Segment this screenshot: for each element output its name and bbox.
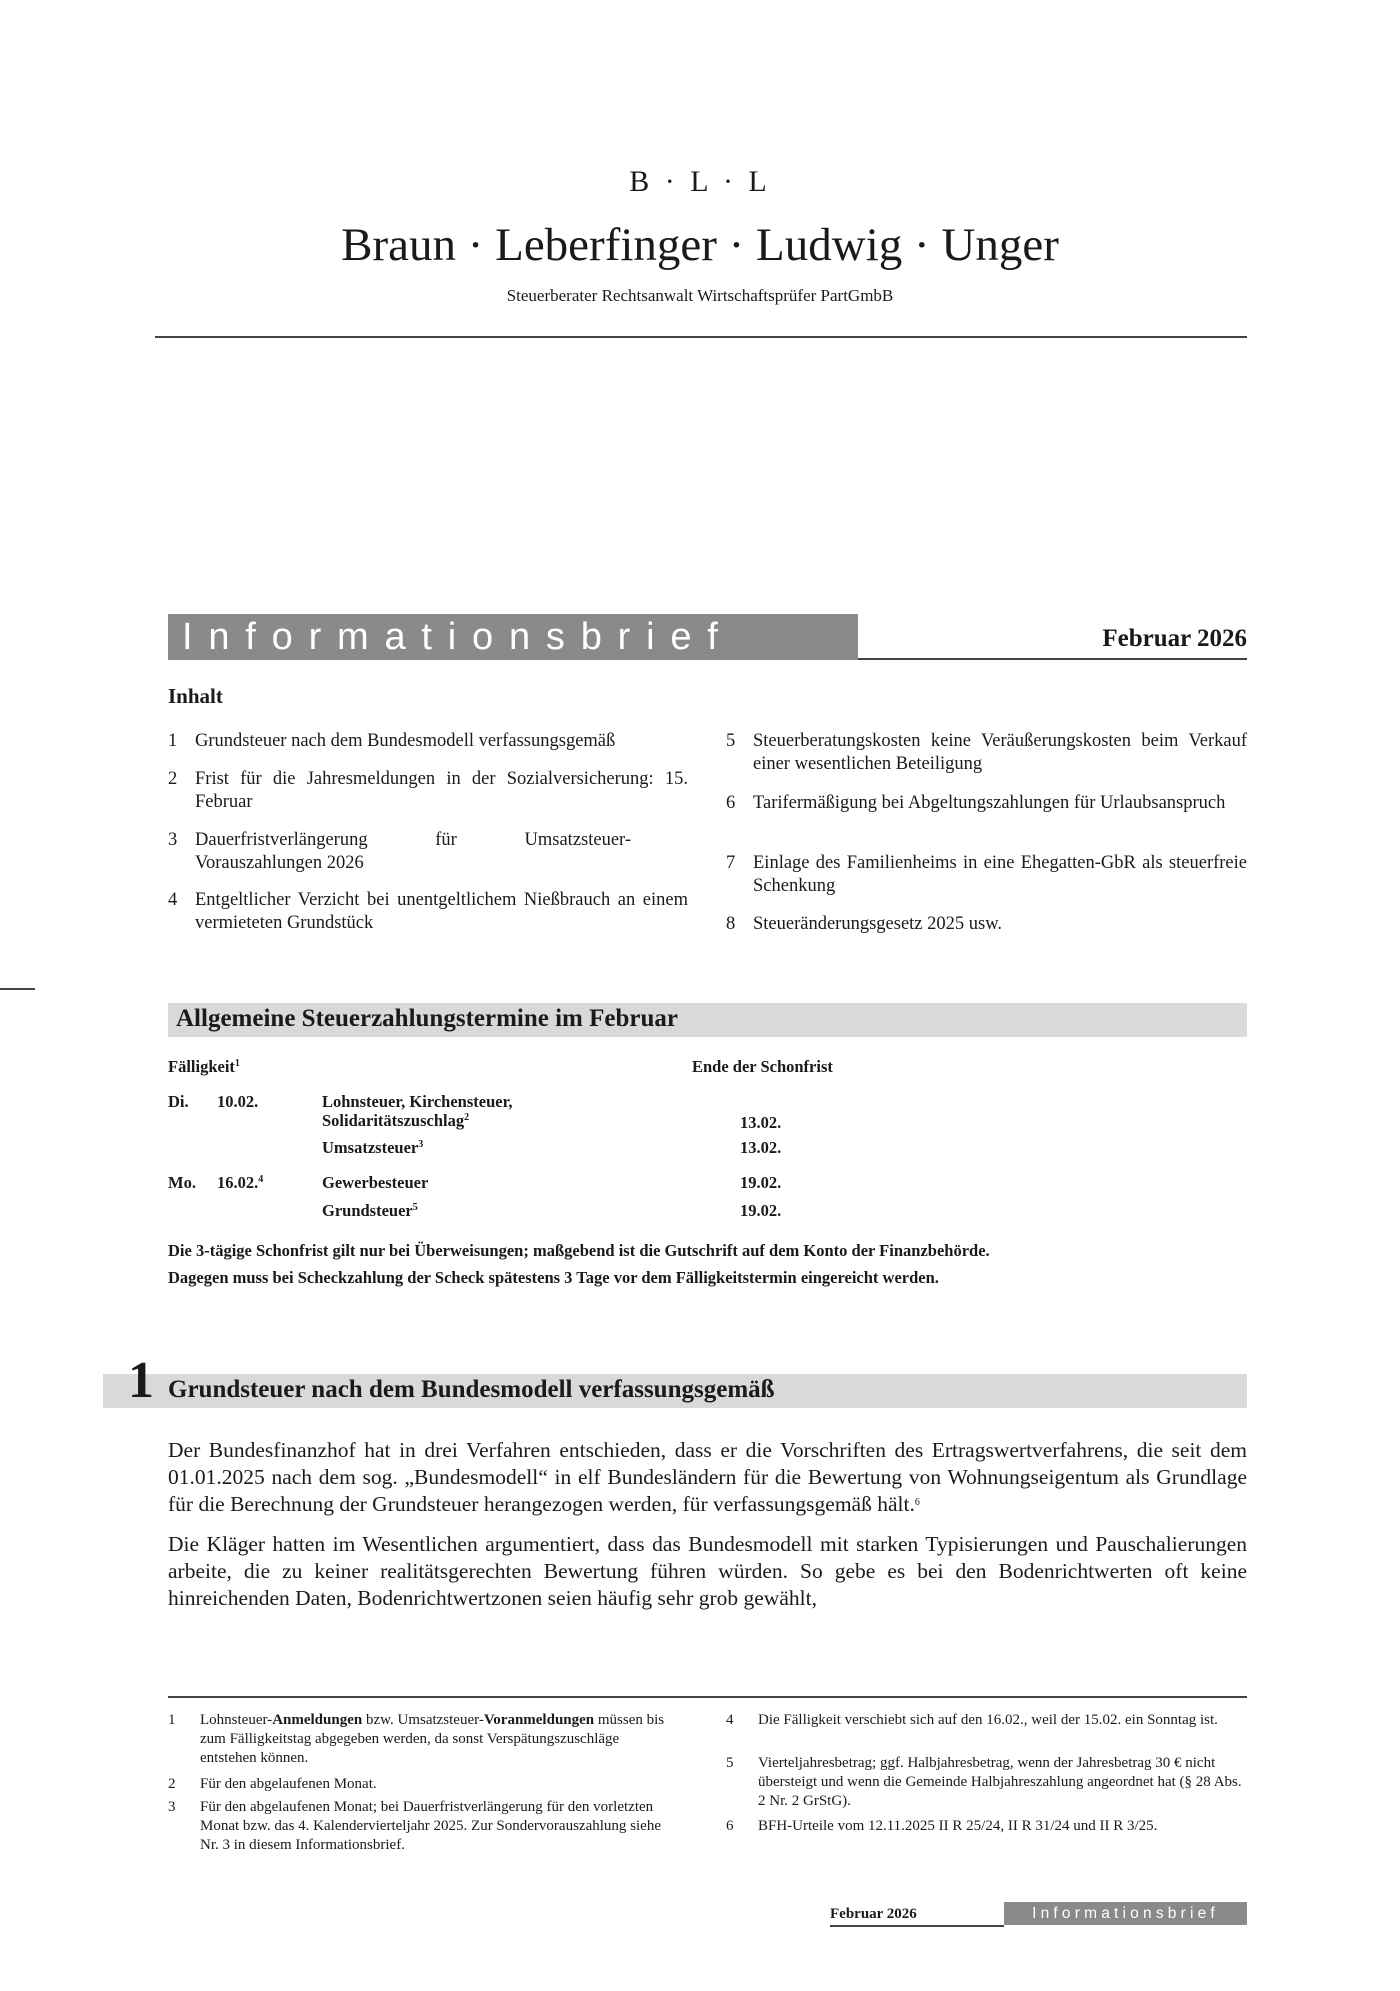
- tax-row-grace: 19.02.: [740, 1173, 782, 1192]
- article-number: 1: [128, 1352, 154, 1409]
- contents-item-number: 6: [726, 793, 736, 813]
- tax-row-grace: 13.02.: [740, 1138, 782, 1157]
- tax-row-tax: Gewerbesteuer: [322, 1173, 429, 1192]
- footer-rule: [830, 1925, 1004, 1927]
- tax-row-tax: Lohnsteuer, Kirchensteuer,: [322, 1092, 513, 1111]
- tax-row-weekday: Di.: [168, 1092, 189, 1111]
- tax-row-date: 16.02.$^4$: [217, 1173, 264, 1192]
- contents-item-number: 8: [726, 914, 736, 934]
- due-date-column-header: Fälligkeit$^1$: [168, 1057, 240, 1076]
- cheque-note: Dagegen muss bei Scheckzahlung der Scheck spätestens 3 Tage vor dem Fälligkeitstermin eingereicht werden.: [168, 1268, 939, 1287]
- contents-item-number: 7: [726, 853, 736, 873]
- tax-row-tax: Grundsteuer$^5$: [322, 1201, 418, 1220]
- tax-dates-heading: Allgemeine Steuerzahlungstermine im Februar: [176, 1005, 678, 1032]
- issue-date: Februar 2026: [1102, 625, 1247, 652]
- contents-item-number: 3: [168, 830, 178, 850]
- tax-row-date: 10.02.: [217, 1092, 259, 1111]
- contents-item-number: 2: [168, 769, 178, 789]
- firm-subtitle: Steuerberater Rechtsanwalt Wirtschaftsprüfer PartGmbB: [506, 286, 894, 305]
- firm-initials: B · L · L: [629, 165, 771, 198]
- contents-heading: Inhalt: [168, 684, 223, 708]
- footer-banner: Informationsbrief: [1004, 1902, 1247, 1925]
- letterhead-divider: [155, 336, 1247, 338]
- grace-period-column-header: Ende der Schonfrist: [692, 1057, 833, 1076]
- contents-item-text: Einlage des Familienheims in eine Ehegatten-GbR als steuerfreie Schenkung: [753, 853, 1247, 896]
- contents-item-number: 1: [168, 731, 178, 751]
- fold-mark: [0, 988, 35, 990]
- contents-item-text: Grundsteuer nach dem Bundesmodell verfassungsgemäß: [195, 731, 616, 751]
- contents-item-text: Tarifermäßigung bei Abgeltungszahlungen für Urlaubsanspruch: [753, 793, 1226, 813]
- article-paragraph: Der Bundesfinanzhof hat in drei Verfahren entschieden, dass er die Vorschriften des Ertragswertverfahrens, die seit dem 01.01.2025 nach dem sog. „Bundesmodell“ in elf Bundesländern für die Bewertung von Wohnungseigentum als Grundlage für die Berechnung der Grundsteuer herangezogen werden, für verfassungsgemäß hält.$^6$: [168, 1438, 1247, 1516]
- banner-rule: [858, 658, 1247, 660]
- footnote-divider: [168, 1696, 1247, 1698]
- tax-row-tax: Umsatzsteuer$^3$: [322, 1138, 424, 1157]
- tax-row-tax: Solidaritätszuschlag$^2$: [322, 1111, 470, 1130]
- newsletter-banner: Informationsbrief: [168, 614, 858, 660]
- footer-issue-date: Februar 2026: [830, 1906, 917, 1922]
- tax-row-weekday: Mo.: [168, 1173, 196, 1192]
- tax-row-grace: 13.02.: [740, 1113, 782, 1132]
- contents-item-text: Steueränderungsgesetz 2025 usw.: [753, 914, 1003, 934]
- contents-item-number: 5: [726, 731, 736, 751]
- contents-item-text: Entgeltlicher Verzicht bei unentgeltlichem Nießbrauch an einem vermieteten Grundstück: [195, 890, 688, 933]
- tax-row-grace: 19.02.: [740, 1201, 782, 1220]
- contents-item-number: 4: [168, 890, 178, 910]
- article-paragraph: Die Kläger hatten im Wesentlichen argumentiert, dass das Bundesmodell mit starken Typisierungen und Pauschalierungen arbeite, die zu keiner realitätsgerechten Bewertung führen würden. So gebe es bei den Bodenrichtwerten oft keine hinreichenden Daten, Bodenrichtwertzonen seien häufig sehr grob gewählt,: [168, 1532, 1247, 1610]
- firm-name: Braun · Leberfinger · Ludwig · Unger: [341, 219, 1059, 271]
- grace-period-note: Die 3-tägige Schonfrist gilt nur bei Überweisungen; maßgebend ist die Gutschrift auf dem Konto der Finanzbehörde.: [168, 1241, 990, 1260]
- contents-item-text: Frist für die Jahresmeldungen in der Sozialversicherung: 15. Februar: [195, 769, 688, 812]
- article-heading: Grundsteuer nach dem Bundesmodell verfassungsgemäß: [168, 1376, 775, 1403]
- contents-item-text: Steuerberatungskosten keine Veräußerungskosten beim Verkauf einer wesentlichen Beteiligung: [753, 731, 1247, 774]
- article-body: [168, 1437, 1247, 1625]
- contents-item-text: Dauerfristverlängerung für Umsatzsteuer-Vorauszahlungen 2026: [195, 830, 631, 873]
